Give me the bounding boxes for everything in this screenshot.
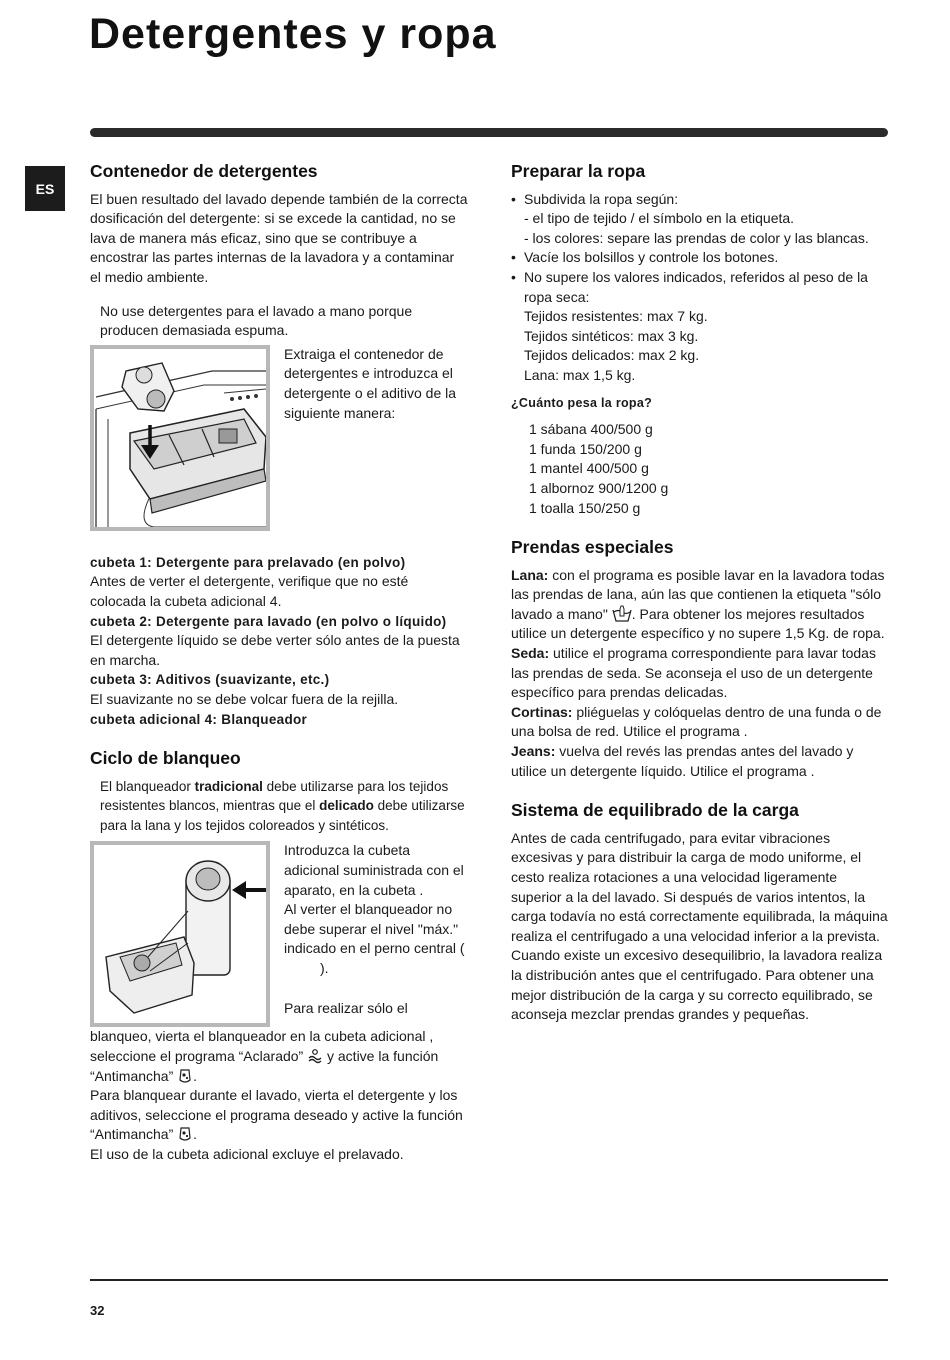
- bleach-instruction-3: ).: [320, 960, 329, 977]
- lana-text-2: . Para obtener los mejores resultados utilice un detergente específico y no supere 1,5 Kg. de ropa.: [511, 605, 885, 642]
- bleach-excludes-paragraph: El uso de la cubeta adicional excluye el prelavado.: [90, 1146, 404, 1163]
- bleach-only-text-3: .: [193, 1067, 198, 1084]
- bleach-during-text-1: Para blanquear durante el lavado, vierta el detergente y los aditivos, seleccione el programa deseado y active la función “Antimancha”: [90, 1087, 463, 1143]
- contenedor-paragraph: El buen resultado del lavado depende también de la correcta dosificación del detergente: si se excede la cantidad, no se lava de manera más eficaz, sino que se contribuye a encostrar las partes internas de la lavadora y a contaminar el medio ambiente.: [90, 190, 468, 285]
- drawer-instructions: Extraiga el contenedor de detergentes e introduzca el detergente o el aditivo de la siguiente manera:: [284, 345, 457, 421]
- blanqueo-intro: [90, 777, 468, 836]
- section-heading-contenedor: Contenedor de detergentes: [90, 161, 318, 181]
- bleach-during-paragraph: [90, 1086, 468, 1145]
- preparation-list: [511, 190, 888, 386]
- lana-label: Lana:: [511, 566, 549, 583]
- sub-item-colores: - los colores: separe las prendas de color y las blancas.: [524, 229, 869, 246]
- seda-paragraph: [511, 644, 888, 703]
- footer-rule: [90, 1279, 888, 1281]
- cubeta-2-label: cubeta 2: Detergente para lavado (en polvo o líquido): [90, 613, 447, 629]
- detergent-drawer-illustration: [94, 349, 266, 527]
- stain-icon: [177, 1068, 193, 1084]
- cubeta-4-heading: [90, 710, 468, 730]
- bleach-figure-row: [90, 841, 468, 1027]
- cubeta-4-label: cubeta adicional 4: Blanqueador: [90, 711, 308, 727]
- cubeta-3-label: cubeta 3: Aditivos (suavizante, etc.): [90, 672, 330, 688]
- cubeta-2-text: El detergente líquido se debe verter sólo antes de la puesta en marcha.: [90, 632, 460, 668]
- bullet-text: No supere los valores indicados, referidos al peso de la ropa seca:: [524, 268, 868, 305]
- jeans-label: Jeans:: [511, 743, 556, 760]
- weight-limit: Lana: max 1,5 kg.: [524, 366, 636, 383]
- list-item: [511, 268, 888, 386]
- bleach-during-text-2: .: [193, 1126, 198, 1143]
- blanqueo-intro-text-2: debe utilizarse para los tejidos resistentes blancos, mientras que el: [100, 778, 449, 814]
- blanqueo-intro-text-3: debe utilizarse para la lana y los tejidos coloreados y sintéticos.: [100, 798, 465, 833]
- section-heading-equilibrado: Sistema de equilibrado de la carga: [511, 800, 799, 821]
- page-number: 32: [90, 1303, 105, 1318]
- bleach-only-text-1: blanqueo, vierta el blanqueador en la cubeta adicional , seleccione el programa “Aclarado”: [90, 1028, 434, 1065]
- section-heading-especiales: Prendas especiales: [511, 537, 674, 558]
- handwash-icon: [612, 605, 632, 622]
- blanqueo-intro-bold-2: delicado: [319, 798, 374, 814]
- bleach-only-text-2: y active la función “Antimancha”: [90, 1048, 439, 1084]
- list-item: 1 toalla 150/250 g: [529, 499, 641, 516]
- seda-text: utilice el programa correspondiente para lavar todas las prendas de seda. Se aconseja el uso de un detergente específico para prendas delicadas.: [511, 645, 876, 701]
- jeans-text: vuelva del revés las prendas antes del lavado y utilice un detergente líquido. Utilice el programa .: [511, 743, 854, 779]
- lana-paragraph: [511, 566, 888, 644]
- jeans-paragraph: [511, 742, 888, 781]
- cubeta-1-label: cubeta 1: Detergente para prelavado (en polvo): [90, 554, 406, 570]
- weight-limit: Tejidos delicados: max 2 kg.: [524, 347, 700, 364]
- list-item: 1 albornoz 900/1200 g: [529, 479, 669, 496]
- section-heading-preparar: Preparar la ropa: [511, 161, 646, 181]
- bleach-figure: [90, 841, 270, 1027]
- language-tab: ES: [25, 166, 65, 211]
- rinse-icon: [307, 1048, 323, 1064]
- bleach-instruction-4: Para realizar sólo el: [284, 999, 408, 1016]
- sub-item-tejido: - el tipo de tejido / el símbolo en la etiqueta.: [524, 210, 795, 227]
- cubeta-3-text: El suavizante no se debe volcar fuera de la rejilla.: [90, 690, 399, 707]
- blanqueo-intro-bold-1: tradicional: [194, 778, 263, 794]
- cubeta-2-heading: [90, 612, 468, 632]
- drawer-figure: [90, 345, 270, 531]
- stain-icon: [177, 1126, 193, 1142]
- cortinas-label: Cortinas:: [511, 703, 573, 720]
- bleach-only-paragraph: [90, 1027, 468, 1086]
- cubeta-1-heading: [90, 553, 468, 573]
- right-column: [511, 162, 888, 1025]
- blanqueo-intro-text-1: El blanqueador: [100, 778, 195, 794]
- header-rule: [90, 128, 888, 137]
- left-column: [90, 162, 468, 1165]
- weights-subheading: ¿Cuánto pesa la ropa?: [511, 395, 653, 410]
- list-item: [511, 190, 888, 249]
- list-item: 1 sábana 400/500 g: [529, 421, 653, 438]
- lana-text-1: con el programa es posible lavar en la lavadora todas las prendas de lana, aún las que contienen la etiqueta "sólo lavado a mano": [511, 566, 885, 622]
- cortinas-paragraph: [511, 703, 888, 742]
- weight-limit: Tejidos resistentes: max 7 kg.: [524, 308, 708, 325]
- list-item: 1 mantel 400/500 g: [529, 460, 649, 477]
- weight-limit: Tejidos sintéticos: max 3 kg.: [524, 327, 699, 344]
- list-item: • Vacíe los bolsillos y controle los botones.: [511, 248, 888, 268]
- bullet-text: Subdivida la ropa según:: [524, 190, 679, 207]
- cubeta-3-heading: [90, 670, 468, 690]
- equilibrado-paragraph: Antes de cada centrifugado, para evitar vibraciones excesivas y para distribuir la carga de modo uniforme, el cesto realiza rotaciones a una velocidad ligeramente superior a la del lavado. Si después de varios intentos, la carga todavía no está correctamente equilibrada, la máquina realiza el centrifugado a una velocidad inferior a la prevista. Cuando existe un excesivo desequilibrio, la lavadora realiza la distribución antes que el centrifugado. Para obtener una mejor distribución de la carga y su correcto equilibrado, se aconseja mezclar prendas grandes y pequeñas.: [511, 829, 888, 1023]
- section-heading-blanqueo: Ciclo de blanqueo: [90, 748, 241, 769]
- drawer-figure-row: [90, 345, 468, 531]
- bleach-instructions: [284, 841, 468, 1027]
- bleach-instruction-1: Introduzca la cubeta adicional suministrada con el aparato, en la cubeta .: [284, 842, 464, 898]
- cubeta-1-text: Antes de verter el detergente, verifique que no esté colocada la cubeta adicional 4.: [90, 573, 409, 609]
- page-title: Detergentes y ropa: [89, 10, 497, 58]
- seda-label: Seda:: [511, 645, 550, 662]
- bleach-instruction-2: Al verter el blanqueador no debe superar el nivel "máx." indicado en el perno central (: [284, 901, 465, 957]
- weights-list: [511, 420, 888, 518]
- list-item: 1 funda 150/200 g: [529, 440, 642, 457]
- warning-paragraph: No use detergentes para el lavado a mano porque producen demasiada espuma.: [100, 302, 413, 339]
- cortinas-text: pliéguelas y colóquelas dentro de una funda o de una bolsa de red. Utilice el programa .: [511, 703, 882, 740]
- bleach-cup-illustration: [94, 845, 266, 1023]
